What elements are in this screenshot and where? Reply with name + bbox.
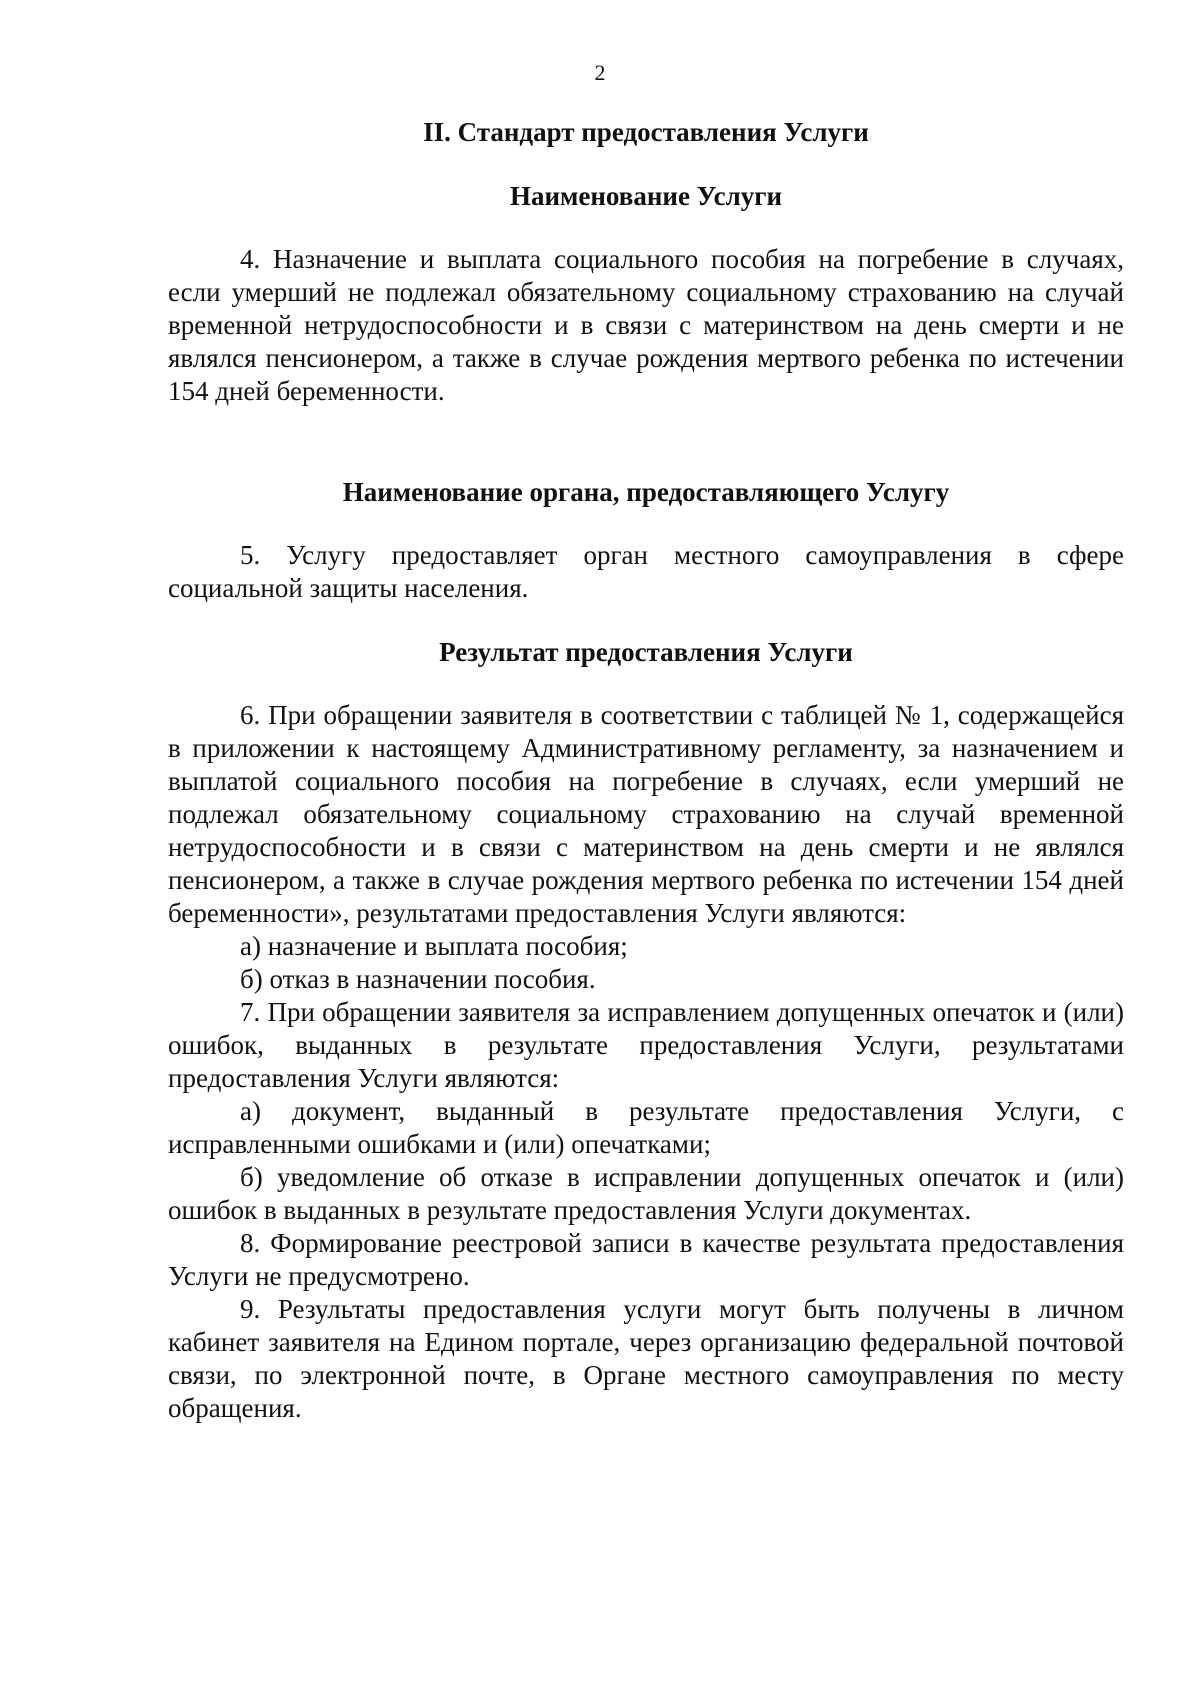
paragraph-7: 7. При обращении заявителя за исправлением допущенных опечаток и (или) ошибок, выданных в результате предоставления Услуги, результатами предоставления Услуги являются: bbox=[168, 997, 1124, 1093]
section-title: II. Стандарт предоставления Услуги bbox=[423, 117, 869, 147]
paragraph-8: 8. Формирование реестровой записи в качестве результата предоставления Услуги не предусмотрено. bbox=[168, 1228, 1124, 1291]
heading-providing-organ: Наименование органа, предоставляющего Услугу bbox=[342, 477, 950, 507]
document-body bbox=[168, 108, 1124, 1425]
paragraph-6: 6. При обращении заявителя в соответствии с таблицей № 1, содержащейся в приложении к настоящему Административному регламенту, за назначением и выплатой социального пособия на погребение в случаях, если умерший не подлежал обязательному социальному страхованию на случай временной нетрудоспособности и в связи с материнством на день смерти и не являлся пенсионером, а также в случае рождения мертвого ребенка по истечении 154 дней беременности», результатами предоставления Услуги являются: bbox=[168, 700, 1124, 928]
page-number: 2 bbox=[594, 60, 606, 85]
heading-service-result: Результат предоставления Услуги bbox=[439, 637, 853, 667]
paragraph-7-item-b: б) уведомление об отказе в исправлении допущенных опечаток и (или) ошибок в выданных в результате предоставления Услуги документах. bbox=[168, 1162, 1124, 1225]
paragraph-6-item-a: а) назначение и выплата пособия; bbox=[240, 931, 628, 961]
paragraph-5: 5. Услугу предоставляет орган местного самоуправления в сфере социальной защиты населения. bbox=[168, 540, 1124, 603]
paragraph-6-item-b: б) отказ в назначении пособия. bbox=[240, 964, 596, 994]
paragraph-7-item-a: а) документ, выданный в результате предоставления Услуги, с исправленными ошибками и (или) опечатками; bbox=[168, 1096, 1124, 1159]
heading-service-name: Наименование Услуги bbox=[509, 181, 783, 211]
paragraph-4: 4. Назначение и выплата социального пособия на погребение в случаях, если умерший не подлежал обязательному социальному страхованию на случай временной нетрудоспособности и в связи с материнством на день смерти и не являлся пенсионером, а также в случае рождения мертвого ребенка по истечении 154 дней беременности. bbox=[168, 244, 1124, 406]
paragraph-9: 9. Результаты предоставления услуги могут быть получены в личном кабинет заявителя на Едином портале, через организацию федеральной почтовой связи, по электронной почте, в Органе местного самоуправления по месту обращения. bbox=[168, 1294, 1124, 1423]
